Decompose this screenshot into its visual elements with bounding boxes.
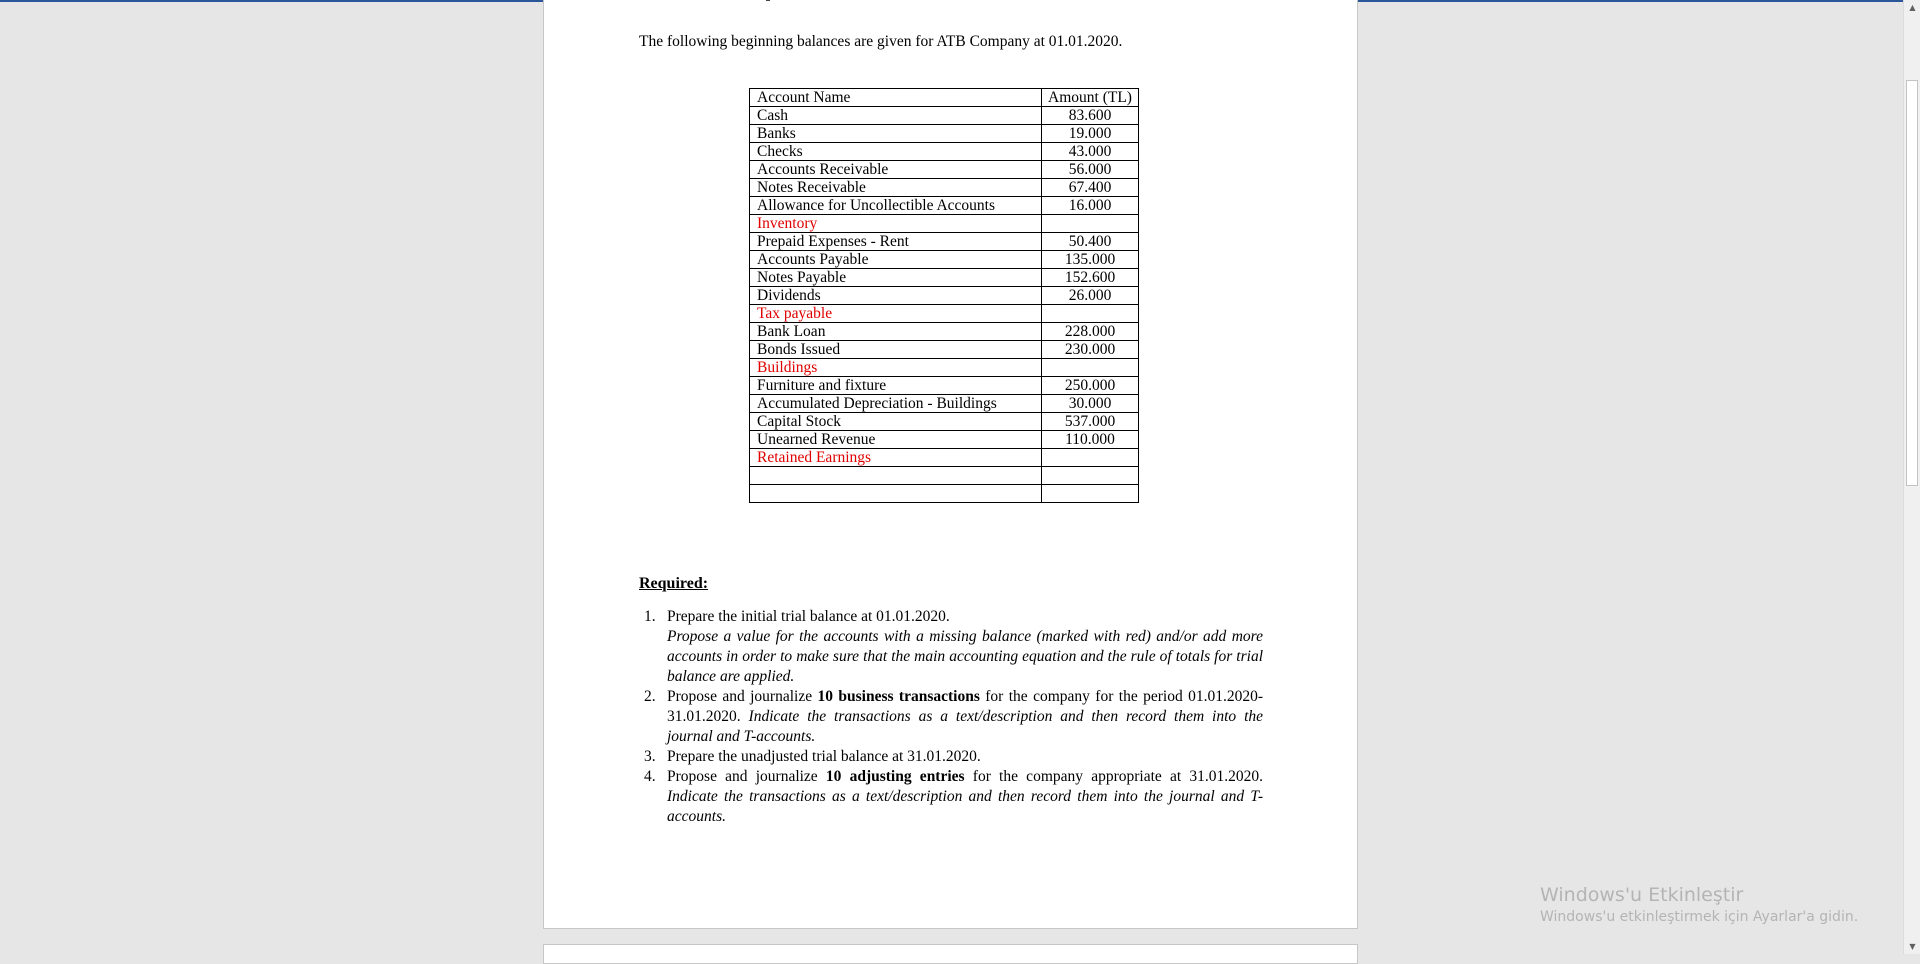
amount-cell: [1042, 305, 1139, 323]
amount-cell: [1042, 449, 1139, 467]
table-row: [750, 107, 1139, 125]
account-name-cell: Retained Earnings: [750, 449, 1042, 467]
account-name-cell: [750, 485, 1042, 503]
account-name-cell: Capital Stock: [750, 413, 1042, 431]
requirement-number: 1.: [644, 608, 656, 625]
table-row: [750, 413, 1139, 431]
windows-activation-watermark: [1540, 883, 1858, 927]
table-row: [750, 269, 1139, 287]
account-name-cell: Bonds Issued: [750, 341, 1042, 359]
previous-text-fragment: [766, 0, 770, 1]
requirement-bold-text: 10 business transactions: [817, 688, 980, 705]
amount-cell: 30.000: [1042, 395, 1139, 413]
table-row: [750, 125, 1139, 143]
requirement-text: Prepare the unadjusted trial balance at 31.01.2020.: [667, 748, 981, 765]
amount-cell: 228.000: [1042, 323, 1139, 341]
account-name-cell: Banks: [750, 125, 1042, 143]
scroll-up-icon[interactable]: ▲: [1909, 3, 1916, 12]
table-row: [750, 305, 1139, 323]
account-name-cell: Buildings: [750, 359, 1042, 377]
amount-cell: 56.000: [1042, 161, 1139, 179]
table-row: [750, 323, 1139, 341]
amount-cell: 152.600: [1042, 269, 1139, 287]
table-row: [750, 179, 1139, 197]
account-name-cell: Tax payable: [750, 305, 1042, 323]
required-heading: Required:: [639, 575, 709, 592]
amount-cell: [1042, 485, 1139, 503]
table-row: [750, 251, 1139, 269]
amount-cell: 83.600: [1042, 107, 1139, 125]
requirements-list: [639, 607, 1263, 827]
amount-cell: 537.000: [1042, 413, 1139, 431]
account-name-cell: Allowance for Uncollectible Accounts: [750, 197, 1042, 215]
requirement-item: [639, 767, 1263, 827]
table-row: [750, 431, 1139, 449]
amount-cell: 43.000: [1042, 143, 1139, 161]
amount-cell: [1042, 215, 1139, 233]
amount-cell: 250.000: [1042, 377, 1139, 395]
table-row: [750, 197, 1139, 215]
requirement-italic-text: Propose a value for the accounts with a missing balance (marked with red) and/or add more accounts in order to make sure that the main accounting equation and the rule of totals for trial balance are applied.: [667, 628, 1263, 685]
amount-cell: 26.000: [1042, 287, 1139, 305]
amount-cell: 19.000: [1042, 125, 1139, 143]
requirement-item: [639, 607, 1263, 687]
requirement-text-continued: for the company for the period 01.01.2020-31.01.2020.: [667, 688, 1263, 725]
requirement-text-continued: for the company appropriate at 31.01.2020.: [964, 768, 1263, 785]
accounts-table: [749, 88, 1139, 503]
account-name-cell: [750, 467, 1042, 485]
amount-cell: 230.000: [1042, 341, 1139, 359]
account-name-cell: Bank Loan: [750, 323, 1042, 341]
requirement-item: [639, 747, 1263, 767]
amount-cell: 16.000: [1042, 197, 1139, 215]
account-name-cell: Cash: [750, 107, 1042, 125]
table-row: [750, 467, 1139, 485]
account-name-cell: Inventory: [750, 215, 1042, 233]
amount-cell: [1042, 467, 1139, 485]
amount-cell: 135.000: [1042, 251, 1139, 269]
amount-cell: [1042, 359, 1139, 377]
next-document-page: [543, 944, 1358, 964]
table-row: [750, 359, 1139, 377]
scroll-down-icon[interactable]: ▼: [1909, 942, 1916, 951]
account-name-cell: Prepaid Expenses - Rent: [750, 233, 1042, 251]
watermark-subtitle: Windows'u etkinleştirmek için Ayarlar'a gidin.: [1540, 909, 1859, 925]
table-row: [750, 287, 1139, 305]
amount-cell: 67.400: [1042, 179, 1139, 197]
table-row: [750, 215, 1139, 233]
vertical-scrollbar[interactable]: [1903, 0, 1920, 954]
intro-paragraph: The following beginning balances are given for ATB Company at 01.01.2020.: [639, 33, 1123, 50]
requirement-text: Propose and journalize: [667, 768, 826, 785]
table-row: [750, 161, 1139, 179]
table-header-row: [750, 89, 1139, 107]
account-name-cell: Notes Payable: [750, 269, 1042, 287]
table-row: [750, 449, 1139, 467]
table-row: [750, 377, 1139, 395]
header-amount: Amount (TL): [1042, 89, 1139, 107]
table-row: [750, 341, 1139, 359]
requirement-italic-text: Indicate the transactions as a text/description and then record them into the journal and T-accounts.: [667, 788, 1263, 825]
table-row: [750, 233, 1139, 251]
watermark-title: Windows'u Etkinleştir: [1540, 884, 1744, 906]
account-name-cell: Notes Receivable: [750, 179, 1042, 197]
amount-cell: 110.000: [1042, 431, 1139, 449]
table-row: [750, 485, 1139, 503]
account-name-cell: Furniture and fixture: [750, 377, 1042, 395]
requirement-number: 4.: [644, 768, 656, 785]
scrollbar-thumb[interactable]: [1906, 80, 1918, 486]
requirement-text: Prepare the initial trial balance at 01.01.2020.: [667, 608, 950, 625]
requirement-number: 3.: [644, 748, 656, 765]
table-row: [750, 143, 1139, 161]
amount-cell: 50.400: [1042, 233, 1139, 251]
account-name-cell: Unearned Revenue: [750, 431, 1042, 449]
account-name-cell: Checks: [750, 143, 1042, 161]
account-name-cell: Accounts Receivable: [750, 161, 1042, 179]
account-name-cell: Dividends: [750, 287, 1042, 305]
document-page: [543, 0, 1358, 929]
requirement-italic-text: Indicate the transactions as a text/description and then record them into the journal and T-accounts.: [667, 708, 1264, 745]
account-name-cell: Accumulated Depreciation - Buildings: [750, 395, 1042, 413]
requirement-text: Propose and journalize: [667, 688, 818, 705]
account-name-cell: Accounts Payable: [750, 251, 1042, 269]
table-row: [750, 395, 1139, 413]
requirement-number: 2.: [644, 688, 656, 705]
requirement-item: [639, 687, 1263, 747]
requirement-bold-text: 10 adjusting entries: [825, 768, 965, 785]
header-account-name: Account Name: [750, 89, 1042, 107]
